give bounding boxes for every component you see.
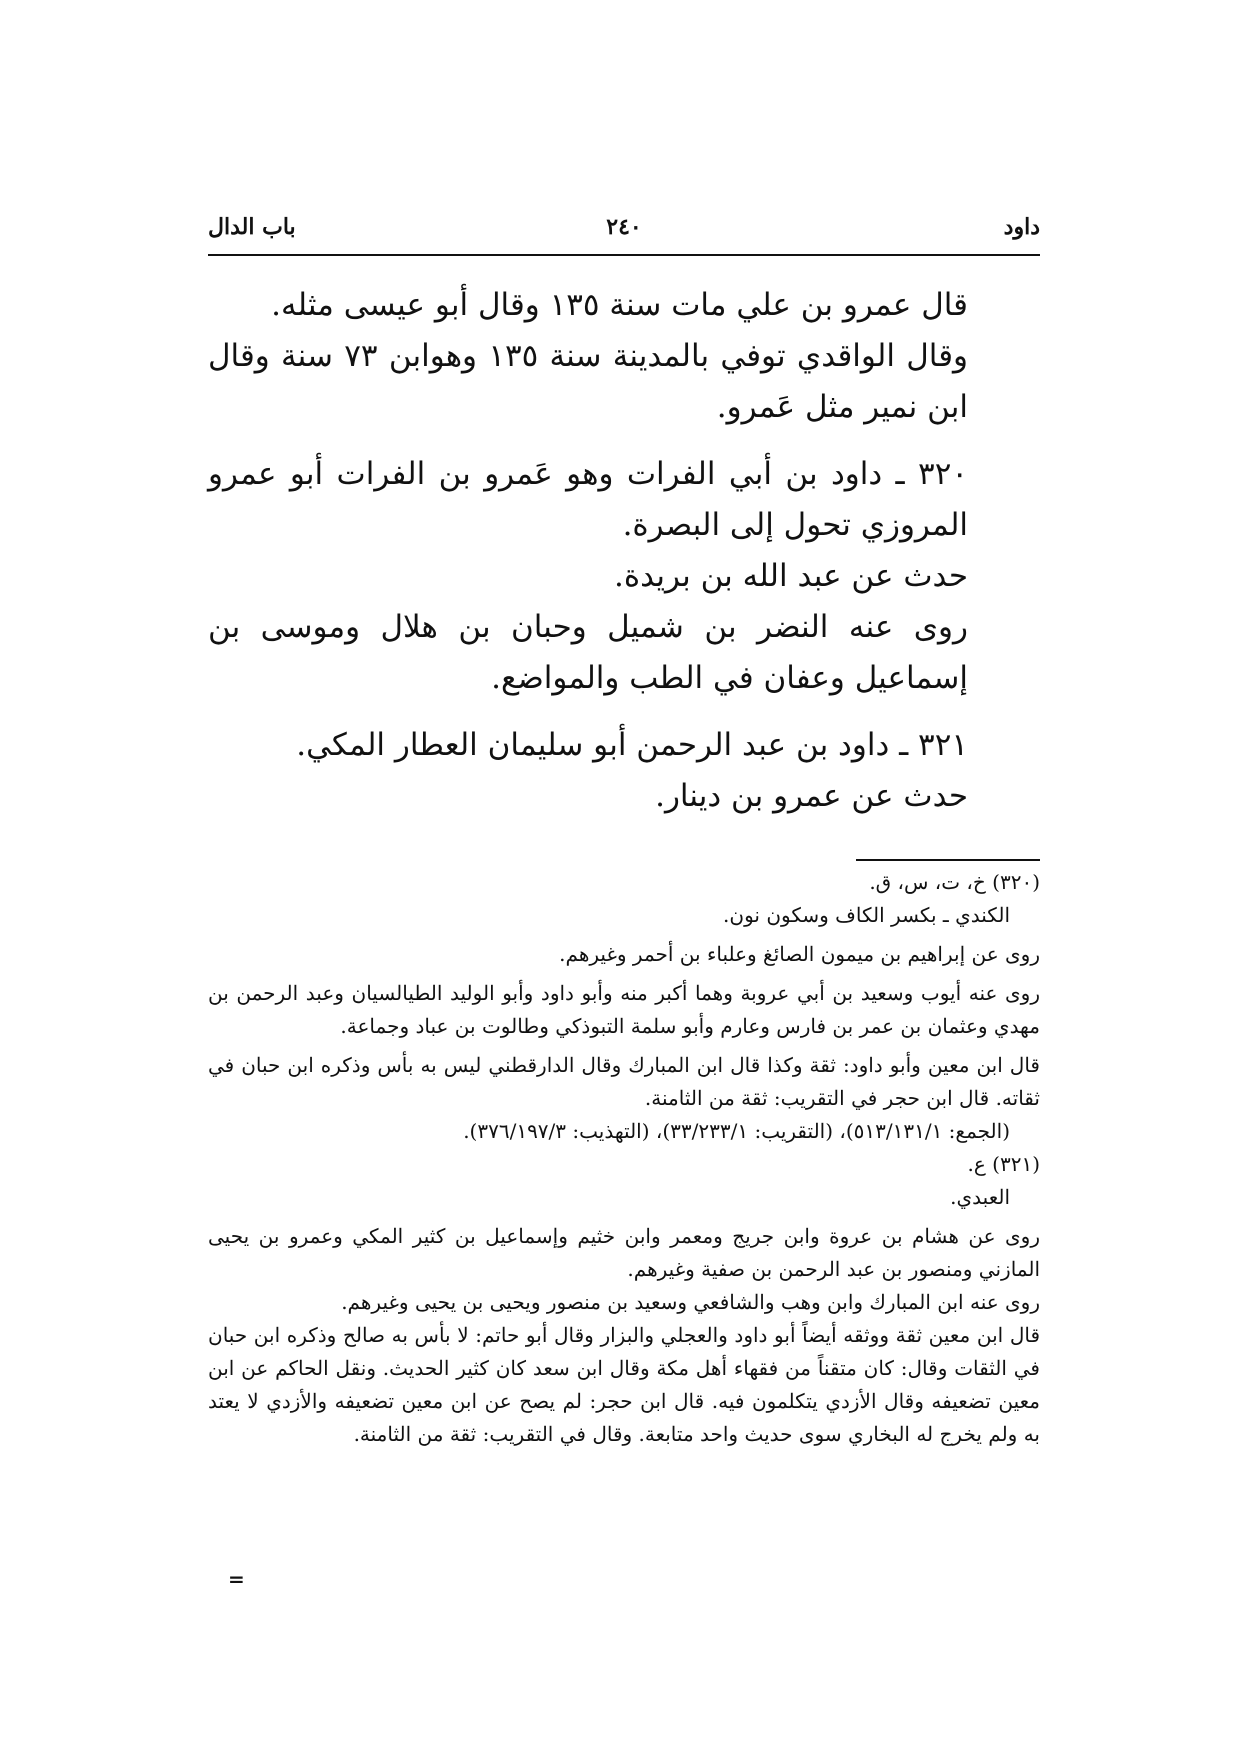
header-entry-name: داود [1003, 214, 1040, 240]
footnote-line: روى عنه أيوب وسعيد بن أبي عروبة وهما أكبر منه وأبو داود وأبو الوليد الطيالسيان وعبد الرحمن بن مهدي وعثمان بن عمر بن فارس وعارم وأبو سلمة التبوذكي وطالوت بن عباد وجماعة. [208, 981, 1040, 1038]
main-paragraph: حدث عن عمرو بن دينار. [655, 778, 968, 814]
header-chapter-title: باب الدال [208, 214, 296, 240]
main-paragraph: روى عنه النضر بن شميل وحبان بن هلال وموسى بن إسماعيل وعفان في الطب والمواضع. [208, 609, 968, 696]
main-paragraph: قال عمرو بن علي مات سنة ١٣٥ وقال أبو عيسى مثله. [271, 287, 968, 323]
main-paragraph: وقال الواقدي توفي بالمدينة سنة ١٣٥ وهوابن ٧٣ سنة وقال ابن نمير مثل عَمرو. [208, 338, 968, 425]
footnote-references: (الجمع: ٥١٣/١٣١/١)، (التقريب: ٣٣/٢٣٣/١)، (التهذيب: ٣٧٦/١٩٧/٣). [463, 1119, 1010, 1143]
footnotes [208, 866, 1040, 1451]
footnote-line: الكندي ـ بكسر الكاف وسكون نون. [723, 903, 1010, 927]
footnote-321-label: (٣٢١) ع. [967, 1152, 1040, 1176]
footnote-line: قال ابن معين وأبو داود: ثقة وكذا قال ابن المبارك وقال الدارقطني ليس به بأس وذكره ابن حبان في ثقاته. قال ابن حجر في التقريب: ثقة من الثامنة. [208, 1053, 1040, 1110]
page-header [208, 210, 1040, 256]
main-paragraph: حدث عن عبد الله بن بريدة. [613, 558, 968, 594]
footnote-divider [856, 859, 1040, 861]
page-number: ٢٤٠ [606, 214, 642, 240]
footnote-line: قال ابن معين ثقة ووثقه أيضاً أبو داود والعجلي والبزار وقال أبو حاتم: لا بأس به صالح وذكره ابن حبان في الثقات وقال: كان متقناً من فقهاء أهل مكة وقال ابن سعد كان كثير الحديث. ونقل الحاكم عن ابن معين تضعيفه وقال الأزدي يتكلمون فيه. قال ابن حجر: لم يصح عن ابن معين تضعيفه والأزدي لا يعتد به ولم يخرج له البخاري سوى حديث واحد متابعة. وقال في التقريب: ثقة من الثامنة. [208, 1323, 1040, 1446]
main-text [208, 280, 1040, 822]
continuation-mark: = [228, 1567, 245, 1591]
footnote-line: روى عنه ابن المبارك وابن وهب والشافعي وسعيد بن منصور ويحيى بن يحيى وغيرهم. [341, 1290, 1040, 1314]
footnote-line: روى عن إبراهيم بن ميمون الصائغ وعلباء بن أحمر وغيرهم. [559, 942, 1040, 966]
footnote-320-label: (٣٢٠) خ، ت، س، ق. [869, 870, 1040, 894]
entry-320-heading: ٣٢٠ ـ داود بن أبي الفرات وهو عَمرو بن الفرات أبو عمرو المروزي تحول إلى البصرة. [208, 456, 968, 543]
entry-321-heading: ٣٢١ ـ داود بن عبد الرحمن أبو سليمان العطار المكي. [296, 727, 968, 763]
footnote-line: روى عن هشام بن عروة وابن جريج ومعمر وابن خثيم وإسماعيل بن كثير المكي وعمرو بن يحيى المازني ومنصور بن عبد الرحمن بن صفية وغيرهم. [208, 1224, 1040, 1281]
footnote-line: العبدي. [950, 1185, 1010, 1209]
